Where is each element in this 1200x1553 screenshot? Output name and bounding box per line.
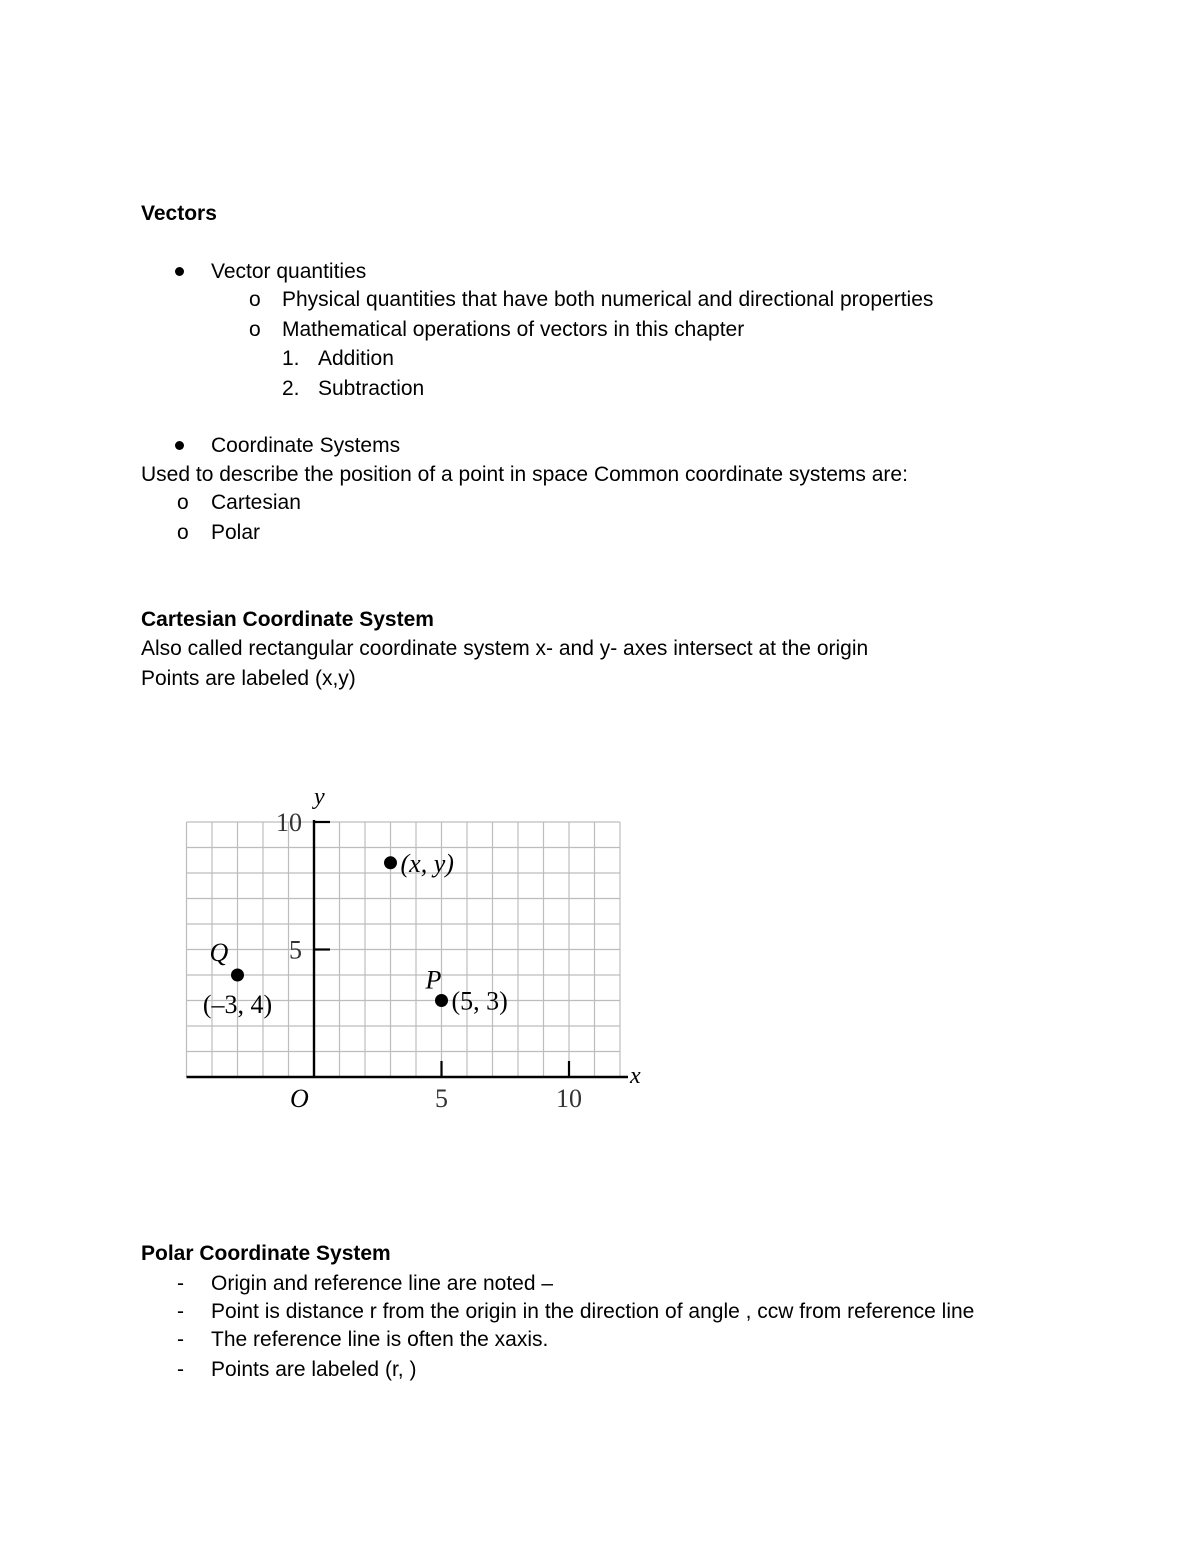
data-point [231,969,244,982]
data-point [384,856,397,869]
cartesian-line-2: Points are labeled (x,y) [141,667,356,690]
dash-bullet-icon: - [177,1300,184,1323]
dash-bullet-icon: - [177,1328,184,1351]
bullet-coordinate-systems: Coordinate Systems [211,434,401,457]
point-name-label: P [425,965,442,995]
list-number: 1. [282,347,300,370]
system-cartesian: Cartesian [211,491,301,514]
dash-bullet-icon: - [177,1358,184,1381]
coordinate-description: Used to describe the position of a point in space Common coordinate systems are: [141,463,908,486]
op-subtraction: Subtraction [318,377,425,400]
vectors-heading: Vectors [141,202,217,225]
point-coordinate-label: (–3, 4) [202,990,273,1019]
bullet-dot-icon [175,441,184,450]
circle-bullet-icon: o [177,491,189,514]
dash-bullet-icon: - [177,1272,184,1295]
x-axis-label: x [630,1063,641,1089]
polar-item-1: Origin and reference line are noted – [211,1272,554,1295]
labels [203,784,641,1113]
cartesian-heading: Cartesian Coordinate System [141,608,434,631]
origin-label: O [290,1084,309,1113]
x-tick-label: 10 [556,1084,582,1113]
polar-item-3: The reference line is often the xaxis. [211,1328,549,1351]
list-number: 2. [282,377,300,400]
polar-item-2: Point is distance r from the origin in the direction of angle , ccw from reference line [211,1300,975,1323]
circle-bullet-icon: o [177,521,189,544]
y-tick-label: 5 [289,935,302,965]
cartesian-line-1: Also called rectangular coordinate system x- and y- axes intersect at the origin [141,637,869,660]
circle-bullet-icon: o [249,318,261,341]
y-axis-label: y [314,784,325,810]
polar-heading: Polar Coordinate System [141,1242,391,1265]
point-coordinate-label: (x, y) [400,848,454,878]
system-polar: Polar [211,521,261,544]
cartesian-graph [170,780,660,1125]
point-name-label: Q [209,938,229,967]
point-coordinate-label: (5, 3) [451,986,508,1016]
sub-item-operations: Mathematical operations of vectors in this chapter [282,318,745,341]
y-tick-label: 10 [276,808,302,837]
bullet-dot-icon [175,267,184,276]
x-tick-label: 5 [435,1084,448,1113]
data-point [435,994,448,1007]
bullet-vector-quantities: Vector quantities [211,260,367,283]
op-addition: Addition [318,347,394,370]
polar-item-4: Points are labeled (r, ) [211,1358,417,1381]
sub-item-physical: Physical quantities that have both numerical and directional properties [282,288,934,311]
circle-bullet-icon: o [249,288,261,311]
